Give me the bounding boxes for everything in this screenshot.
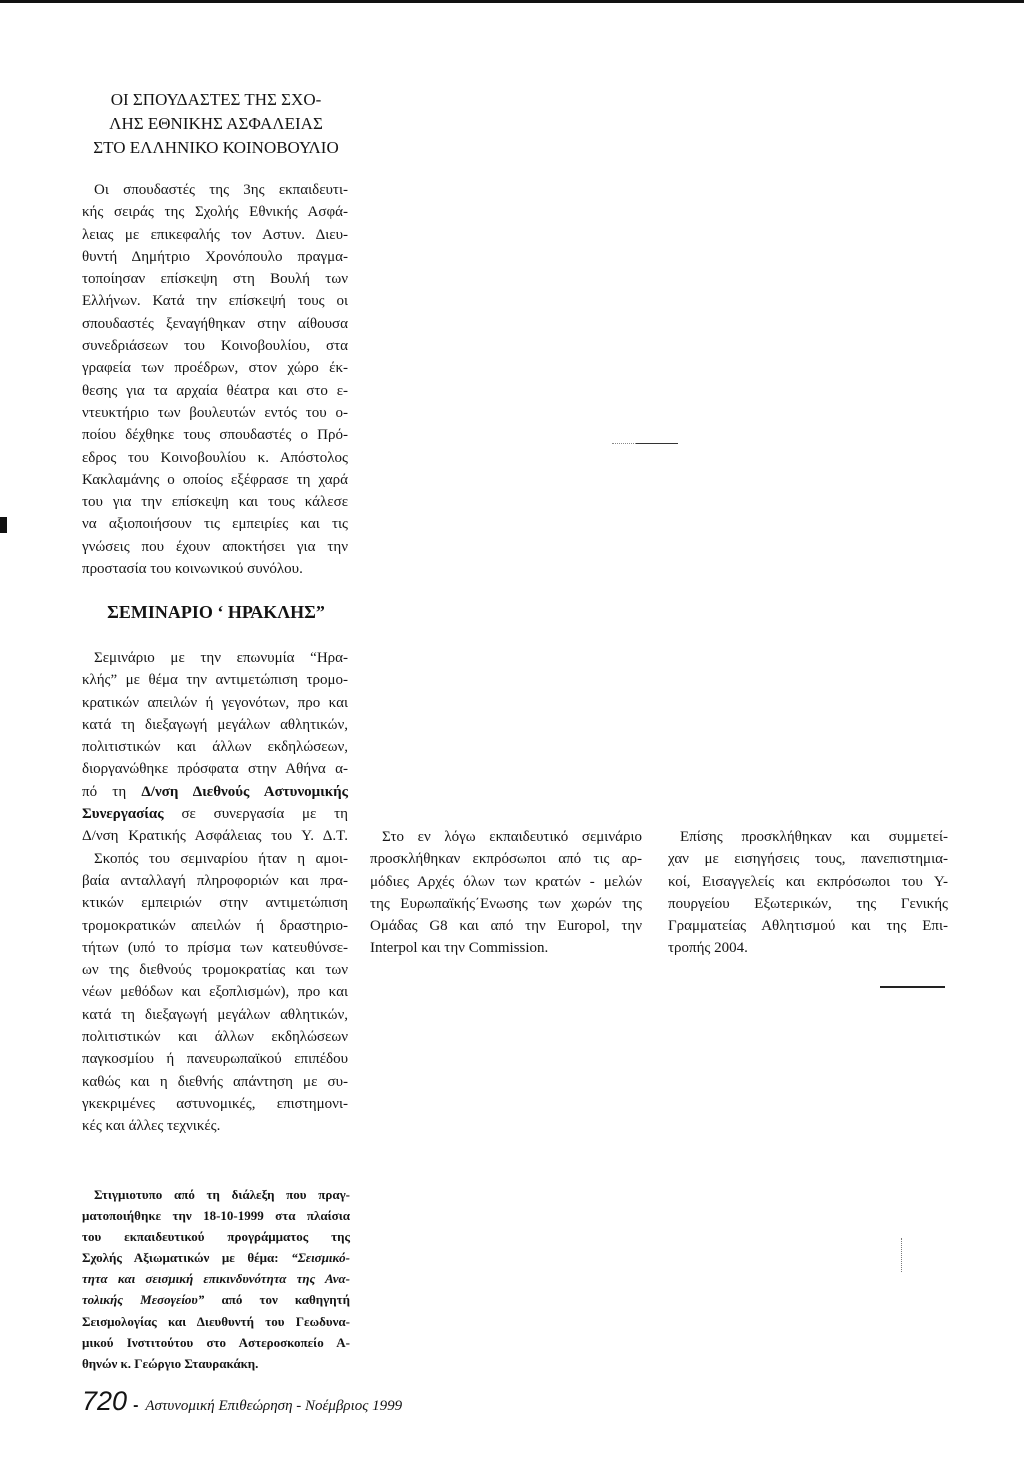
body-line: Ελλήνων. Κατά την επίσκεψή τους οι (82, 293, 348, 310)
body-line: Interpol και την Commission. (370, 940, 549, 957)
body-line: καθώς και η διεθνής απάντηση με συ- (82, 1073, 348, 1090)
italic-phrase: “Σεισμικό- (291, 1250, 350, 1266)
body-line: Οι σπουδαστές της 3ης εκπαιδευτι- (94, 182, 348, 198)
body-line: κοί, Εισαγγελείς και εκπρόσωποι του Υ- (668, 873, 948, 890)
scan-edge-mark (0, 517, 7, 533)
photo-caption (82, 1184, 350, 1374)
body-line: συνεδριάσεων του Κοινοβουλίου, στα (82, 338, 348, 355)
body-line: Κακλαμάνης ο οποίος εξέφρασε τη χαρά (82, 471, 348, 488)
body-line: Στο εν λόγω εκπαιδευτικό σεμινάριο (382, 829, 642, 845)
caption-line (82, 1268, 350, 1289)
text-run: Σχολής Αξιωματικών με θέμα: (82, 1250, 292, 1266)
title-line: ΛΗΣ ΕΘΝΙΚΗΣ ΑΣΦΑΛΕΙΑΣ (109, 114, 323, 133)
footer-separator: - (133, 1397, 139, 1414)
body-line: πουργείου Εξωτερικών, της Γενικής (668, 895, 948, 912)
caption-line: του εκπαιδευτικού προγράμματος της (82, 1229, 350, 1245)
body-line: παγκοσμίου ή πανευρωπαϊκού επιπέδου (82, 1051, 348, 1068)
article-1-body (82, 179, 348, 580)
body-line: γκεκριμένες αστυνομικές, επιστημονι- (82, 1095, 348, 1112)
body-line: μόδιες Αρχές όλων των κρατών - μελών (370, 873, 642, 890)
body-line: πολιτιστικών και άλλων εκδηλώσεων, (82, 739, 348, 756)
body-line: κής σειράς της Σχολής Εθνικής Ασφά- (82, 204, 348, 221)
body-line: ποίου δέχθηκε τους σπουδαστές ο Πρό- (82, 427, 348, 444)
body-line: Σεμινάριο με την επωνυμία “Ηρα- (94, 650, 348, 666)
bold-phrase: Δ/νση Διεθνούς Αστυνομικής (141, 783, 348, 800)
body-line: γραφεία των προέδρων, στον χώρο έκ- (82, 360, 348, 377)
text-run: πό τη (82, 783, 142, 800)
title-line: ΣΤΟ ΕΛΛΗΝΙΚΟ ΚΟΙΝΟΒΟΥΛΙΟ (93, 138, 339, 157)
body-line: κατά τη διεξαγωγή μεγάλων αθλητικών, (82, 716, 348, 733)
body-line: προστασία του κοινωνικού συνόλου. (82, 561, 303, 578)
page-number: 720 (82, 1386, 128, 1416)
body-line: χαν με εισηγήσεις τους, πανεπιστημια- (668, 851, 948, 868)
caption-line: Σεισμολογίας και Διευθυντή του Γεωδυνα- (82, 1313, 350, 1329)
caption-line: θηνών κ. Γεώργιο Σταυρακάκη. (82, 1355, 259, 1371)
body-line: λειας με επικεφαλής τον Αστυν. Διευ- (82, 226, 348, 243)
text-run: από τον καθηγητή (204, 1292, 350, 1308)
caption-line: Στιγμιοτυπο από τη διάλεξη που πραγ- (94, 1187, 350, 1202)
page-footer (82, 1386, 402, 1418)
body-line: νέων μεθόδων και εξοπλισμών), προ και (82, 984, 348, 1001)
body-line: της Ευρωπαϊκής΄Ενωσης των χωρών της (370, 895, 642, 912)
caption-line (82, 1289, 350, 1310)
body-line: εδρος του Κοινοβουλίου κ. Απόστολος (82, 449, 348, 466)
article-2-column-3 (668, 826, 948, 960)
body-line (82, 781, 348, 803)
body-line: Ομάδας G8 και από την Europol, την (370, 918, 642, 935)
body-line: θεσης για τα αρχαία θέατρα και στο ε- (82, 382, 348, 399)
body-line: κές και άλλες τεχνικές. (82, 1118, 221, 1135)
body-line (82, 803, 348, 825)
body-line: του για την επίσκεψη και τους κάλεσε (82, 494, 348, 511)
body-line: τροπής 2004. (668, 940, 748, 957)
body-line: θυντή Δημήτριο Χρονόπουλο πραγμα- (82, 248, 348, 265)
article-2-column-1 (82, 647, 348, 1138)
text-run: σε συνεργασία με τη (163, 806, 348, 823)
caption-line: ματοποιήθηκε την 18-10-1999 στα πλαίσια (82, 1208, 350, 1224)
body-line: τήτων (υπό το πρίσμα των κατευθύνσε- (82, 939, 348, 956)
article-1-title (82, 88, 350, 160)
body-line: κρατικών απειλών ή γεγονότων, προ και (82, 694, 348, 711)
body-line: βαία ανταλλαγή πληροφοριών και πρα- (82, 872, 348, 889)
body-line: κατά τη διεξαγωγή μεγάλων αθλητικών, (82, 1006, 348, 1023)
body-line: ων της διεθνούς τρομοκρατίας και των (82, 962, 348, 979)
body-line: διοργανώθηκε πρόσφατα στην Αθήνα α- (82, 761, 348, 778)
caption-line (82, 1247, 350, 1268)
body-line: τοποίησαν επίσκεψη στη Βουλή των (82, 271, 348, 288)
decorative-rule (880, 986, 945, 988)
body-line: Δ/νση Κρατικής Ασφάλειας του Υ. Δ.Τ. (82, 828, 348, 845)
body-line: γνώσεις που έχουν αποκτήσει για την (82, 538, 348, 555)
title-line: ΟΙ ΣΠΟΥΔΑΣΤΕΣ ΤΗΣ ΣΧΟ- (110, 90, 322, 109)
caption-line: μικού Ινστιτούτου στο Αστεροσκοπείο Α- (82, 1334, 350, 1350)
body-line: πολιτιστικών και άλλων εκδηλώσεων (82, 1029, 348, 1046)
italic-phrase: τητα και σεισμική επικινδυνότητα της Ανα- (82, 1271, 350, 1287)
body-line: κτικών εμπειριών στην αντιμετώπιση (82, 895, 348, 912)
running-title: Αστυνομική Επιθεώρηση - Νοέμβριος 1999 (145, 1398, 403, 1414)
body-line: κλής” με θέμα την αντιμετώπιση τρομο- (82, 672, 348, 689)
body-line: Γραμματείας Αθλητισμού και της Επι- (668, 918, 948, 935)
italic-phrase: τολικής Μεσογείου” (82, 1292, 205, 1308)
article-2-column-2 (370, 826, 642, 960)
decorative-rule (636, 443, 678, 444)
top-edge-rule (0, 0, 1024, 3)
dotted-rule (612, 443, 636, 444)
body-line: Σκοπός του σεμιναρίου ήταν η αμοι- (94, 850, 348, 867)
scan-tick-marks (901, 1238, 902, 1272)
body-line: ντευκτήριο των βουλευτών εντός του ο- (82, 404, 348, 421)
body-line: σπουδαστές ξεναγήθηκαν στην αίθουσα (82, 315, 348, 332)
body-line: προσκλήθηκαν εκπρόσωποι από τις αρ- (370, 851, 642, 868)
article-2-heading: ΣΕΜΙΝΑΡΙΟ ‘ ΗΡΑΚΛΗΣ” (107, 602, 325, 622)
body-line: να αξιοποιήσουν τις εμπειρίες και τις (82, 516, 348, 533)
body-line: τρομοκρατικών απειλών ή δραστηριο- (82, 917, 348, 934)
body-line: Επίσης προσκλήθηκαν και συμμετεί- (680, 829, 948, 845)
bold-phrase: Συνεργασίας (82, 806, 164, 823)
